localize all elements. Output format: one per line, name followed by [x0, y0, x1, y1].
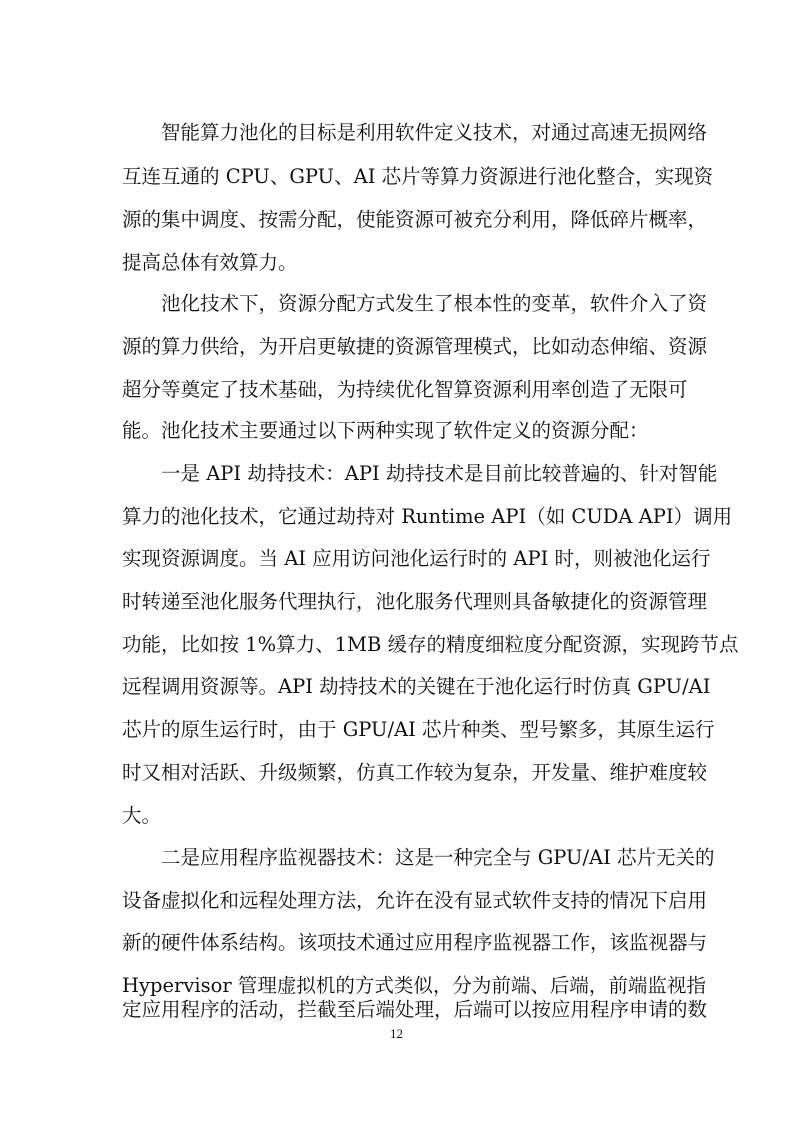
paragraph-line: 功能，比如按 1%算力、1MB 缓存的精度细粒度分配资源，实现跨节点	[122, 633, 739, 656]
page-number: 12	[390, 1026, 403, 1041]
paragraph-line: 时转递至池化服务代理执行，池化服务代理则具备敏捷化的资源管理	[122, 590, 708, 613]
paragraph-line: 超分等奠定了技术基础，为持续优化智算资源利用率创造了无限可	[122, 378, 688, 401]
paragraph-line: 算力的池化技术，它通过劫持对 Runtime API（如 CUDA API）调用	[122, 505, 733, 528]
paragraph-line: 设备虚拟化和远程处理方法，允许在没有显式软件支持的情况下启用	[122, 889, 708, 912]
paragraph-line: 源的集中调度、按需分配，使能资源可被充分利用，降低碎片概率，	[122, 208, 708, 231]
paragraph-line: 远程调用资源等。API 劫持技术的关键在于池化运行时仿真 GPU/AI	[122, 675, 711, 698]
paragraph-line: 提高总体有效算力。	[122, 251, 298, 274]
paragraph-line: 二是应用程序监视器技术：这是一种完全与 GPU/AI 芯片无关的	[161, 846, 715, 869]
paragraph-line: 芯片的原生运行时，由于 GPU/AI 芯片种类、型号繁多，其原生运行	[122, 718, 715, 741]
paragraph-line: Hypervisor 管理虚拟机的方式类似，分为前端、后端，前端监视指	[122, 974, 706, 997]
paragraph-line: 实现资源调度。当 AI 应用访问池化运行时的 API 时，则被池化运行	[122, 547, 711, 570]
paragraph-line: 源的算力供给，为开启更敏捷的资源管理模式，比如动态伸缩、资源	[122, 335, 708, 358]
paragraph-line: 互连互通的 CPU、GPU、AI 芯片等算力资源进行池化整合，实现资	[122, 165, 714, 188]
paragraph-line: 一是 API 劫持技术：API 劫持技术是目前比较普遍的、针对智能	[161, 462, 718, 485]
paragraph-line: 能。池化技术主要通过以下两种实现了软件定义的资源分配：	[122, 419, 649, 442]
paragraph-line: 时又相对活跃、升级频繁，仿真工作较为复杂，开发量、维护难度较	[122, 761, 708, 784]
paragraph-line: 智能算力池化的目标是利用软件定义技术，对通过高速无损网络	[161, 121, 708, 144]
paragraph-line: 大。	[122, 804, 162, 827]
paragraph-line: 池化技术下，资源分配方式发生了根本性的变革，软件介入了资	[161, 292, 708, 315]
paragraph-line: 新的硬件体系结构。该项技术通过应用程序监视器工作，该监视器与	[122, 931, 708, 954]
paragraph-line: 定应用程序的活动，拦截至后端处理，后端可以按应用程序申请的数	[122, 998, 708, 1021]
